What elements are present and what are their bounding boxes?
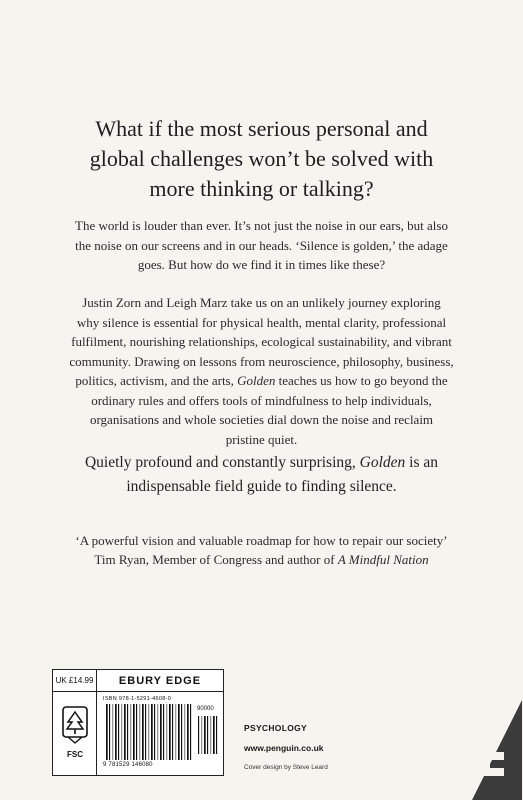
cover-credit: Cover design by Steve Leard xyxy=(244,764,328,771)
barcode-bar xyxy=(145,704,146,760)
barcode-bar xyxy=(109,704,110,760)
barcode-bar xyxy=(118,704,119,760)
attribution-text: Tim Ryan, Member of Congress and author of xyxy=(94,552,338,567)
blurb-text: teaches us how to go beyond the xyxy=(275,373,448,388)
barcode-bar xyxy=(202,716,203,754)
barcode-bar xyxy=(160,704,162,760)
barcode-bar xyxy=(198,716,199,754)
blurb-paragraph-1 xyxy=(30,216,493,275)
barcode-bar xyxy=(163,704,164,760)
blurb-text: politics, activism, and the arts, xyxy=(75,373,238,388)
blurb-line xyxy=(30,371,493,391)
barcode-bar xyxy=(149,704,150,760)
barcode-box xyxy=(52,669,224,776)
blurb-line: ordinary rules and offers tools of mindfulness to help individuals, xyxy=(91,392,432,408)
barcode-bar xyxy=(207,716,208,754)
blurb-line: why silence is essential for physical health, mental clarity, professional xyxy=(76,314,447,330)
barcode-bar xyxy=(136,704,137,760)
quote-attribution xyxy=(30,550,493,569)
attribution-book-title: A Mindful Nation xyxy=(337,552,429,567)
barcode-bar xyxy=(127,704,128,760)
barcode-bar xyxy=(131,704,132,760)
barcode-bar xyxy=(124,704,126,760)
barcode-bar xyxy=(158,704,159,760)
book-title: Golden xyxy=(237,373,276,388)
barcode-bar xyxy=(154,704,155,760)
barcode-bar xyxy=(216,716,217,754)
blurb-line: the noise on our screens and in our heads. ‘Silence is golden,’ the adage xyxy=(75,237,448,253)
barcode-bar xyxy=(178,704,180,760)
barcode-bar xyxy=(185,704,186,760)
blurb-line: fulfilment, nourishing relationships, ecological sustainability, and vibrant xyxy=(71,334,452,349)
publisher-website[interactable]: www.penguin.co.uk xyxy=(244,743,324,753)
quote-text: ‘A powerful vision and valuable roadmap for how to repair our society’ xyxy=(75,533,448,548)
barcode-bar xyxy=(169,704,171,760)
book-title: Golden xyxy=(359,454,406,471)
barcode-bar xyxy=(213,716,215,754)
blurb-line: organisations and whole societies dial down the noise and reclaim xyxy=(89,412,434,427)
barcode-icon xyxy=(105,704,193,762)
category-label: PSYCHOLOGY xyxy=(244,723,307,733)
barcode-bar xyxy=(176,704,177,760)
endorsement-quote xyxy=(30,531,493,569)
headline-line: What if the most serious personal and xyxy=(95,116,428,141)
barcode-bar xyxy=(172,704,173,760)
barcode-bar xyxy=(167,704,168,760)
blurb-line: pristine quiet. xyxy=(225,431,298,447)
barcode-bar xyxy=(133,704,135,760)
barcode-bar xyxy=(211,716,212,754)
barcode-bar xyxy=(113,704,114,760)
barcode-bar xyxy=(106,704,108,760)
addon-barcode-icon xyxy=(197,716,219,756)
barcode-bar xyxy=(190,704,191,760)
barcode-digits: 9 781529 146080 xyxy=(103,762,153,768)
addon-code: 90000 xyxy=(197,706,214,712)
penguin-logo-icon xyxy=(452,690,522,800)
headline-line: global challenges won’t be solved with xyxy=(89,146,434,171)
closing-text: Quietly profound and constantly surprising, xyxy=(84,454,360,471)
headline-line: more thinking or talking? xyxy=(149,176,374,201)
barcode-bar xyxy=(181,704,182,760)
headline xyxy=(40,114,483,204)
fsc-label: FSC xyxy=(67,750,83,759)
closing-text: is an xyxy=(405,454,438,471)
barcode-bar xyxy=(115,704,117,760)
isbn-text: ISBN 978-1-5291-4608-0 xyxy=(103,696,172,702)
blurb-paragraph-2 xyxy=(30,293,493,449)
blurb-line: goes. But how do we find it in times like these? xyxy=(137,257,386,272)
fsc-tree-icon xyxy=(62,706,88,746)
blurb-line: Justin Zorn and Leigh Marz take us on an unlikely journey exploring xyxy=(82,295,441,310)
barcode-bar xyxy=(187,704,189,760)
barcode-bar xyxy=(140,704,141,760)
blurb-line: community. Drawing on lessons from neuroscience, philosophy, business, xyxy=(69,353,454,369)
barcode-bar xyxy=(204,716,206,754)
price-label: UK £14.99 xyxy=(53,670,97,692)
closing-statement xyxy=(40,451,483,499)
fsc-panel xyxy=(53,692,97,775)
closing-line: indispensable field guide to finding silence. xyxy=(126,478,397,495)
barcode-bar xyxy=(142,704,144,760)
imprint-logo: EBURY EDGE xyxy=(97,670,223,692)
barcode-bar xyxy=(151,704,153,760)
barcode-bar xyxy=(122,704,123,760)
closing-line xyxy=(40,451,483,475)
blurb-line: The world is louder than ever. It’s not just the noise in our ears, but also xyxy=(75,218,448,233)
